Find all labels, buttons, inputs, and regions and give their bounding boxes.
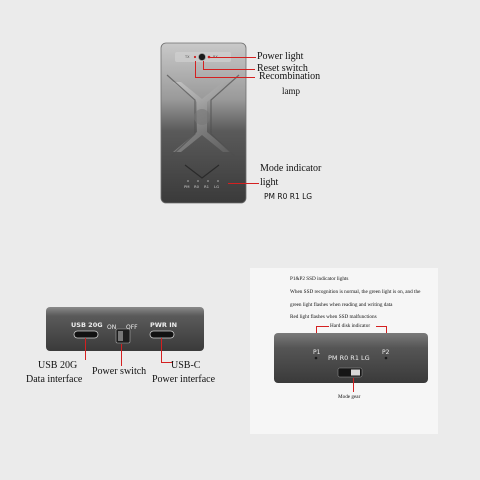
reset-switch-icon[interactable] bbox=[199, 54, 206, 61]
mode-indicator-label: Mode indicator bbox=[260, 163, 322, 174]
power-switch-callout: Power switch bbox=[92, 366, 147, 377]
callout-line-mode-gear bbox=[353, 378, 354, 392]
mode-labels: PM R0 R1 LG bbox=[328, 354, 370, 362]
callout-line-hdd-h bbox=[316, 326, 329, 327]
usb-c-port-power[interactable] bbox=[150, 331, 174, 338]
on-label: ON bbox=[107, 324, 117, 331]
mode-list-label: PM R0 R1 LG bbox=[264, 192, 313, 201]
recombination-label: Recombination bbox=[259, 71, 321, 82]
usb-c-port-data[interactable] bbox=[74, 331, 98, 338]
callout-line-hdd-h2 bbox=[376, 326, 386, 327]
power-interface-callout: Power interface bbox=[152, 374, 216, 385]
callout-line-usb bbox=[85, 338, 86, 360]
mode-led-lg bbox=[217, 180, 219, 182]
off-label: OFF bbox=[126, 324, 138, 331]
callout-line-recomb bbox=[195, 61, 196, 77]
p1-led bbox=[315, 357, 318, 360]
mode-tag-lg: LG bbox=[214, 184, 220, 189]
reset-switch-label: Reset switch bbox=[257, 63, 308, 74]
p1-label: P1 bbox=[313, 349, 321, 356]
callout-line-usbc bbox=[161, 338, 162, 362]
usb-20g-port-label: USB 20G bbox=[71, 321, 103, 329]
p2-label: P2 bbox=[382, 349, 390, 356]
data-interface-callout: Data interface bbox=[26, 374, 83, 385]
hard-disk-indicator-callout: Hard disk indicator bbox=[330, 323, 371, 329]
bottom-left-panel bbox=[0, 240, 240, 480]
callout-line-switch bbox=[121, 344, 122, 366]
bottom-right-panel bbox=[250, 268, 438, 434]
mode-led-r0 bbox=[197, 180, 199, 182]
callout-line-mode bbox=[228, 183, 259, 184]
p2-led bbox=[385, 357, 388, 360]
note-line-2: When SSD recognition is normal, the green light is on, and the bbox=[290, 289, 421, 295]
callout-line-reset-h bbox=[203, 69, 255, 70]
usb-20g-callout: USB 20G bbox=[38, 360, 78, 371]
mode-tag-pm: PM bbox=[184, 184, 190, 189]
tx-label: TX bbox=[185, 55, 190, 59]
mode-led-pm bbox=[187, 180, 189, 182]
mode-gear-callout: Mode gear bbox=[338, 394, 361, 400]
callout-line-reset bbox=[203, 61, 204, 69]
recombination-lamp-icon bbox=[194, 56, 196, 58]
callout-line-power-light bbox=[210, 57, 256, 58]
power-light-label: Power light bbox=[257, 51, 304, 62]
center-emblem bbox=[194, 109, 210, 125]
mode-gear-knob bbox=[351, 370, 360, 376]
callout-line-recomb-h bbox=[195, 77, 255, 78]
mode-tag-r0: R0 bbox=[194, 184, 200, 189]
power-toggle-knob bbox=[118, 331, 123, 341]
mode-indicator-label-line2: light bbox=[260, 177, 279, 188]
mode-led-r1 bbox=[207, 180, 209, 182]
pwr-in-label: PWR IN bbox=[150, 321, 178, 329]
usb-c-callout: USB-C bbox=[171, 360, 201, 371]
note-line-1: P1&P2 SSD indicator lights bbox=[290, 276, 349, 282]
note-line-3: green light flashes when reading and writing data bbox=[290, 302, 393, 308]
mode-tag-r1: R1 bbox=[204, 184, 210, 189]
note-line-4: Red light flashes when SSD malfunctions bbox=[290, 314, 377, 320]
recombination-label-line2: lamp bbox=[282, 86, 300, 96]
